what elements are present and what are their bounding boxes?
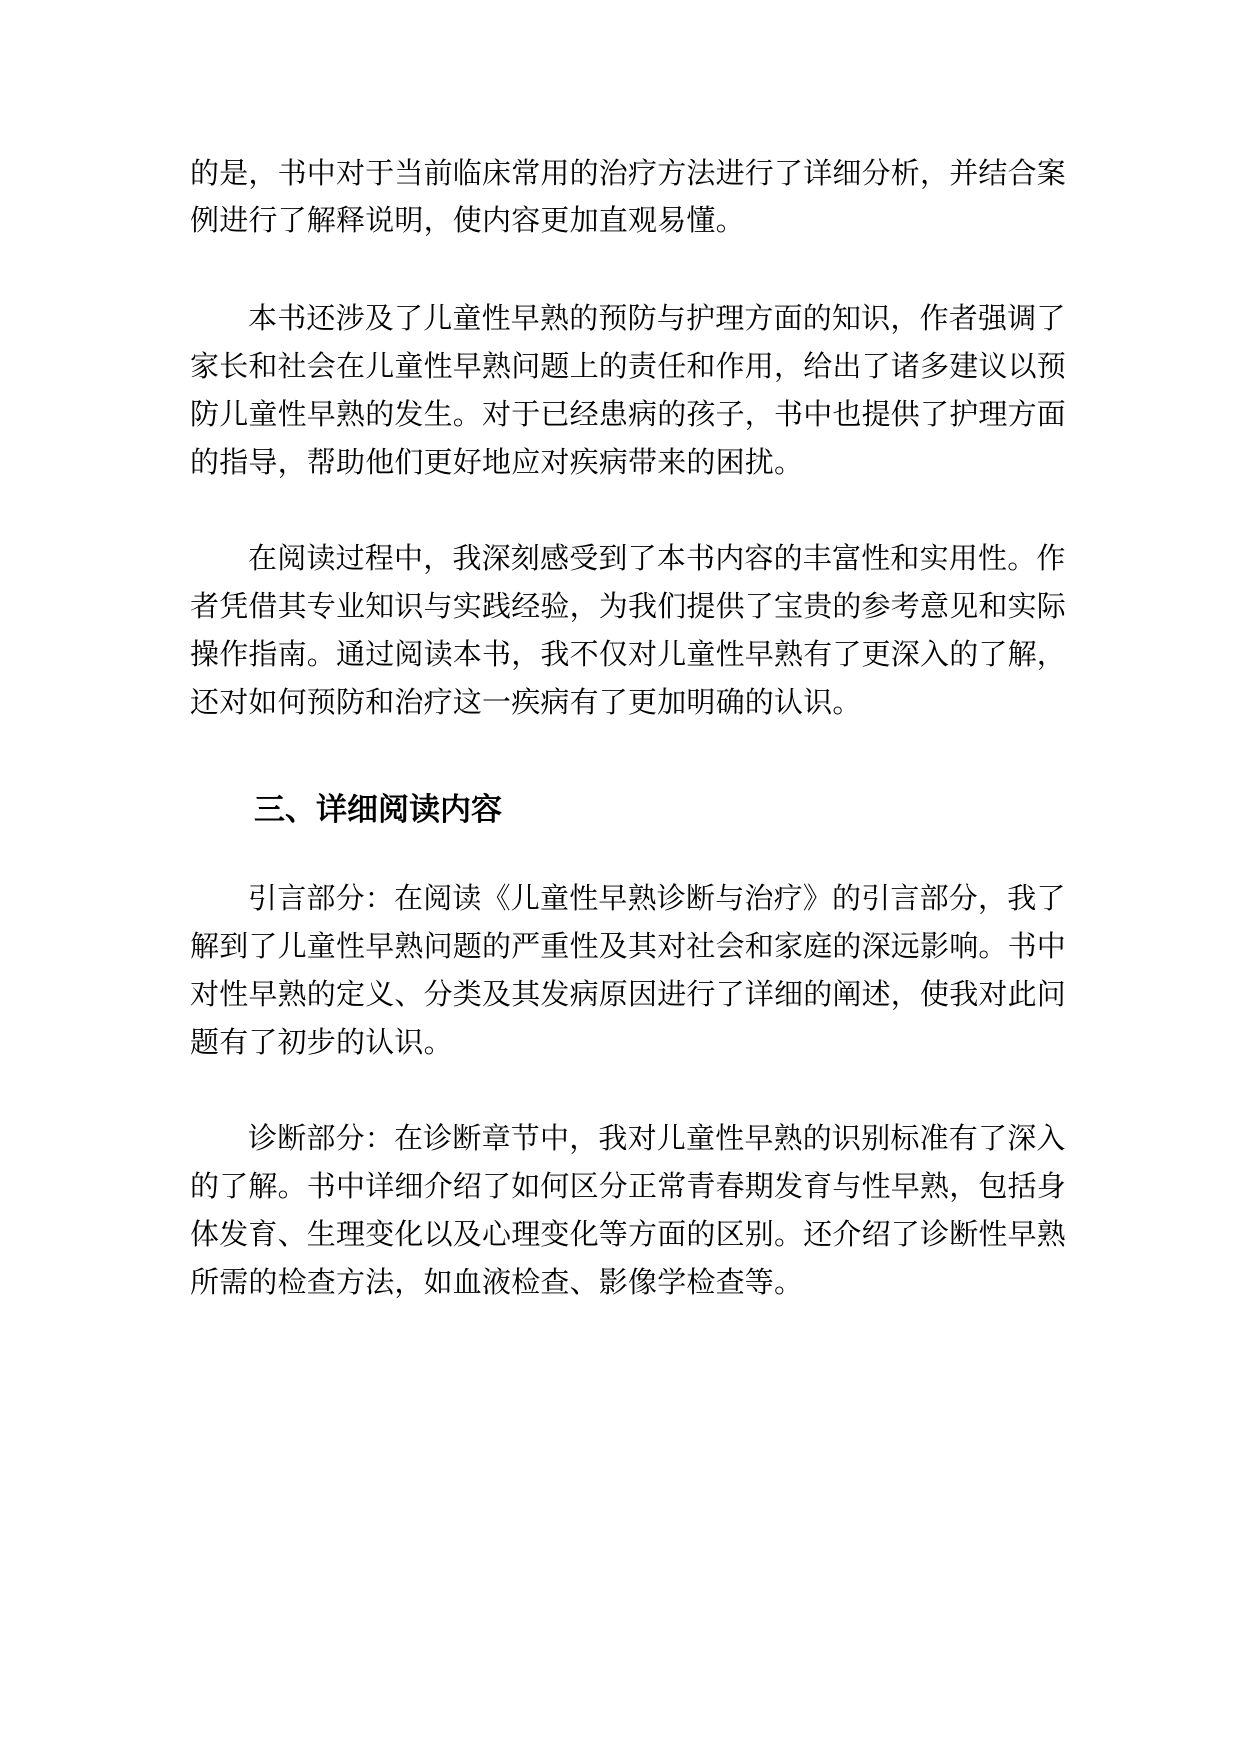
- text-line: 在阅读过程中，我深刻感受到了本书内容的丰富性和实用性。作: [248, 541, 1066, 575]
- section-heading: 三、详细阅读内容: [254, 792, 502, 828]
- text-line: 本书还涉及了儿童性早熟的预防与护理方面的知识，作者强调了: [248, 301, 1066, 335]
- text-line: 诊断部分：在诊断章节中，我对儿童性早熟的识别标准有了深入: [248, 1121, 1066, 1155]
- text-line: 引言部分：在阅读《儿童性早熟诊断与治疗》的引言部分，我了: [248, 881, 1066, 915]
- text-line: 者凭借其专业知识与实践经验，为我们提供了宝贵的参考意见和实际: [190, 589, 1067, 623]
- text-line: 还对如何预防和治疗这一疾病有了更加明确的认识。: [190, 685, 862, 719]
- text-line: 的了解。书中详细介绍了如何区分正常青春期发育与性早熟，包括身: [190, 1169, 1067, 1203]
- text-line: 对性早熟的定义、分类及其发病原因进行了详细的阐述，使我对此问: [190, 977, 1067, 1011]
- text-line: 所需的检查方法，如血液检查、影像学检查等。: [190, 1265, 804, 1299]
- text-line: 的是，书中对于当前临床常用的治疗方法进行了详细分析，并结合案: [190, 156, 1067, 190]
- text-line: 例进行了解释说明，使内容更加直观易懂。: [190, 203, 745, 237]
- text-line: 操作指南。通过阅读本书，我不仅对儿童性早熟有了更深入的了解，: [190, 637, 1067, 671]
- text-line: 的指导，帮助他们更好地应对疾病带来的困扰。: [190, 445, 804, 479]
- text-line: 防儿童性早熟的发生。对于已经患病的孩子，书中也提供了护理方面: [190, 397, 1067, 431]
- text-line: 题有了初步的认识。: [190, 1025, 453, 1059]
- text-line: 家长和社会在儿童性早熟问题上的责任和作用，给出了诸多建议以预: [190, 349, 1067, 383]
- text-line: 体发育、生理变化以及心理变化等方面的区别。还介绍了诊断性早熟: [190, 1217, 1067, 1251]
- text-line: 解到了儿童性早熟问题的严重性及其对社会和家庭的深远影响。书中: [190, 929, 1067, 963]
